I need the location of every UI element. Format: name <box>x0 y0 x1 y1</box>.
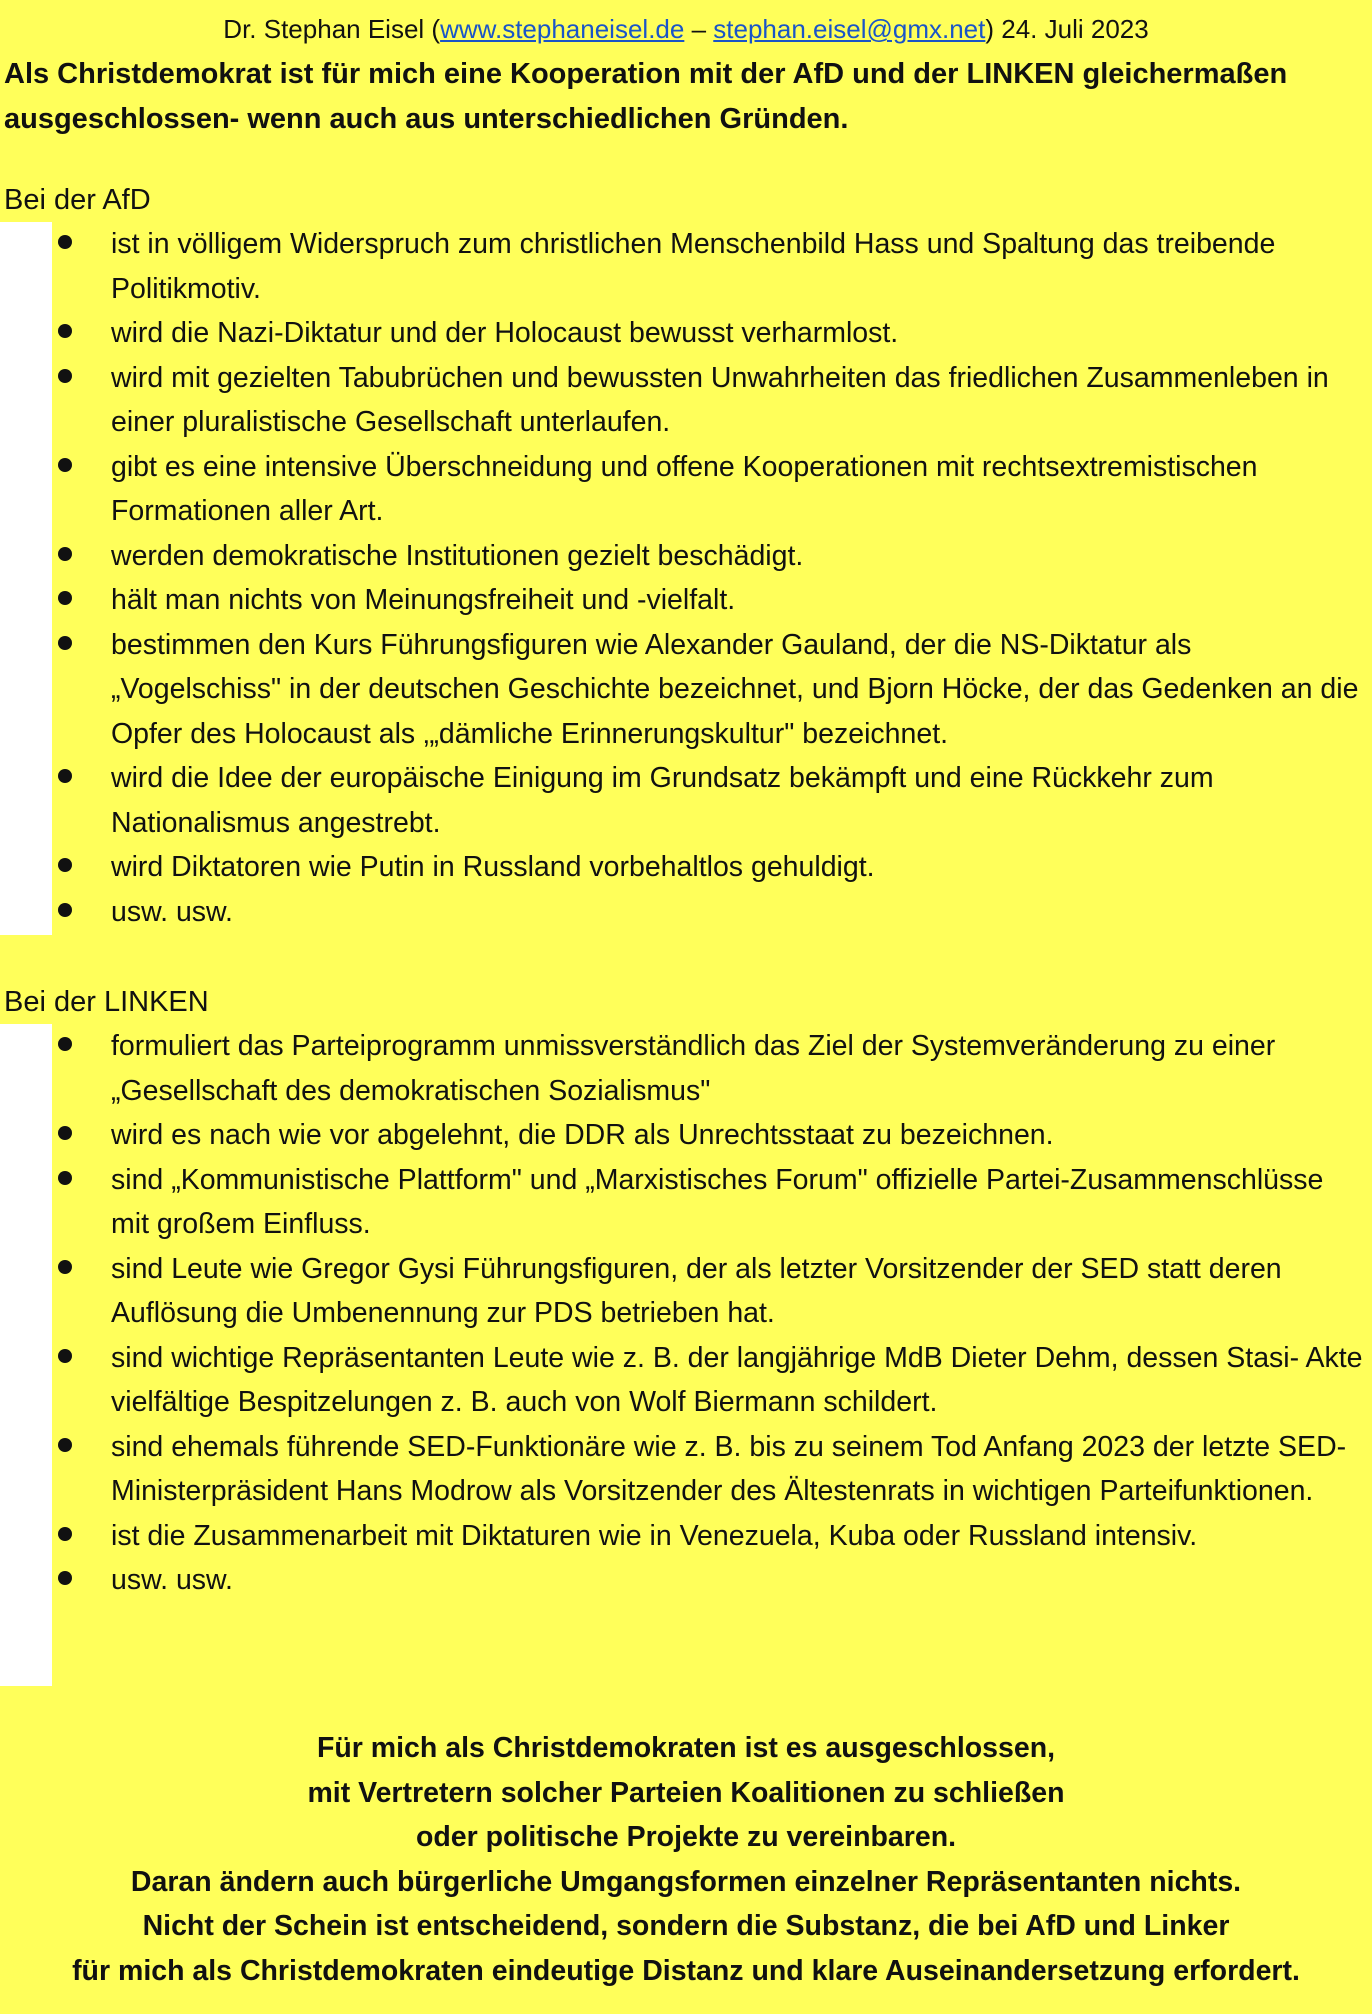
linke-item-text: usw. usw. <box>111 1564 233 1596</box>
afd-item-text: hält man nichts von Meinungsfreiheit und -vielfalt. <box>111 584 736 616</box>
afd-bullet-list <box>0 222 1372 934</box>
linke-list-item <box>0 1336 1372 1425</box>
headline: Als Christdemokrat ist für mich eine Kooperation mit der AfD und der LINKEN gleichermaßen ausgeschlossen- wenn auch aus unterschiedlichen Gründen. <box>4 58 1288 135</box>
linke-item-text: sind Leute wie Gregor Gysi Führungsfiguren, der als letzter Vorsitzender der SED statt deren Auflösung die Umbenennung zur PDS betrieben hat. <box>111 1252 1282 1329</box>
linke-list-item <box>0 1558 1372 1603</box>
bullet-icon <box>58 591 72 605</box>
bullet-icon <box>58 1349 72 1363</box>
author-prefix: Dr. Stephan Eisel ( <box>223 14 441 44</box>
linke-list-item <box>0 1247 1372 1336</box>
header-separator: – <box>684 14 714 44</box>
afd-item-text: wird die Idee der europäische Einigung im Grundsatz bekämpft und eine Rückkehr zum Nationalismus angestrebt. <box>111 762 1214 839</box>
linke-item-text: sind ehemals führende SED-Funktionäre wie z. B. bis zu seinem Tod Anfang 2023 der letzte SED-Ministerpräsident Hans Modrow als Vorsitzender des Ältestenrats in wichtigen Parteifunktionen. <box>111 1430 1347 1507</box>
afd-list-item <box>0 222 1372 311</box>
bullet-icon <box>58 1260 72 1274</box>
conclusion-line: oder politische Projekte zu vereinbaren. <box>415 1821 957 1853</box>
conclusion-line: für mich als Christdemokraten eindeutige Distanz und klare Auseinandersetzung erfordert. <box>72 1954 1300 1987</box>
afd-list-item <box>0 890 1372 935</box>
linke-list-item <box>0 1425 1372 1514</box>
bullet-icon <box>58 547 72 561</box>
afd-list-item <box>0 623 1372 757</box>
linke-list-item <box>0 1113 1372 1158</box>
linke-section-label: Bei der LINKEN <box>4 986 209 1018</box>
bullet-icon <box>58 1126 72 1140</box>
conclusion-block <box>0 1726 1372 1993</box>
bullet-icon <box>58 1438 72 1452</box>
linke-list-item <box>0 1024 1372 1113</box>
afd-item-text: bestimmen den Kurs Führungsfiguren wie Alexander Gauland, der die NS-Diktatur als „Vogelschiss" in der deutschen Geschichte bezeichnet, und Bjorn Höcke, der das Gedenken an die Opfer des Holocaust als ‚„dämliche Erinnerungskultur" bezeichnet. <box>111 628 1359 750</box>
linke-item-text: ist die Zusammenarbeit mit Diktaturen wie in Venezuela, Kuba oder Russland intensiv. <box>111 1519 1198 1552</box>
email-link[interactable]: stephan.eisel@gmx.net <box>713 14 986 44</box>
linke-item-text: sind „Kommunistische Plattform" und „Marxistisches Forum" offizielle Partei-Zusammenschlüsse mit großem Einfluss. <box>111 1163 1324 1240</box>
afd-list-item <box>0 445 1372 534</box>
linke-list-item <box>0 1158 1372 1247</box>
author-header <box>0 12 1372 46</box>
bullet-icon <box>58 1171 72 1185</box>
afd-list-item <box>0 311 1372 356</box>
afd-item-text: usw. usw. <box>111 895 233 928</box>
afd-item-text: ist in völligem Widerspruch zum christlichen Menschenbild Hass und Spaltung das treibende Politikmotiv. <box>111 228 1276 305</box>
afd-list-item <box>0 356 1372 445</box>
linke-item-text: wird es nach wie vor abgelehnt, die DDR als Unrechtsstaat zu bezeichnen. <box>111 1119 1054 1151</box>
linke-list-item <box>0 1514 1372 1559</box>
bullet-icon <box>58 369 72 383</box>
afd-list-item <box>0 756 1372 845</box>
linke-item-text: formuliert das Parteiprogramm unmissverständlich das Ziel der Systemveränderung zu einer „Gesellschaft des demokratischen Sozialismus" <box>111 1030 1276 1107</box>
bullet-icon <box>58 458 72 472</box>
bullet-icon <box>58 1571 72 1585</box>
bullet-icon <box>58 235 72 249</box>
website-link[interactable]: www.stephaneisel.de <box>440 14 685 44</box>
linke-bullet-list <box>0 1024 1372 1603</box>
afd-item-text: wird die Nazi-Diktatur und der Holocaust bewusst verharmlost. <box>111 317 899 349</box>
afd-list-item <box>0 534 1372 579</box>
afd-item-text: werden demokratische Institutionen gezielt beschädigt. <box>111 539 804 572</box>
afd-section-label: Bei der AfD <box>4 184 151 216</box>
afd-list-item <box>0 578 1372 623</box>
bullet-icon <box>58 903 72 917</box>
afd-item-text: gibt es eine intensive Überschneidung und offene Kooperationen mit rechtsextremistischen Formationen aller Art. <box>111 450 1258 527</box>
bullet-icon <box>58 324 72 338</box>
bullet-icon <box>58 1527 72 1541</box>
bullet-icon <box>58 769 72 783</box>
conclusion-line: mit Vertretern solcher Parteien Koalitionen zu schließen <box>307 1776 1065 1809</box>
linke-item-text: sind wichtige Repräsentanten Leute wie z. B. der langjährige MdB Dieter Dehm, dessen Stasi- Akte vielfältige Bespitzelungen z. B. auch von Wolf Biermann schildert. <box>111 1341 1363 1418</box>
afd-item-text: wird Diktatoren wie Putin in Russland vorbehaltlos gehuldigt. <box>111 851 875 883</box>
afd-item-text: wird mit gezielten Tabubrüchen und bewussten Unwahrheiten das friedlichen Zusammenleben in einer pluralistische Gesellschaft unterlaufen. <box>111 361 1329 438</box>
bullet-icon <box>58 636 72 650</box>
afd-list-item <box>0 845 1372 890</box>
conclusion-line: Daran ändern auch bürgerliche Umgangsformen einzelner Repräsentanten nichts. <box>130 1865 1242 1898</box>
header-date: ) 24. Juli 2023 <box>985 14 1149 44</box>
conclusion-line: Für mich als Christdemokraten ist es ausgeschlossen, <box>316 1732 1056 1764</box>
conclusion-line: Nicht der Schein ist entscheidend, sondern die Substanz, die bei AfD und Linker <box>142 1910 1230 1942</box>
bullet-icon <box>58 1037 72 1051</box>
bullet-icon <box>58 858 72 872</box>
